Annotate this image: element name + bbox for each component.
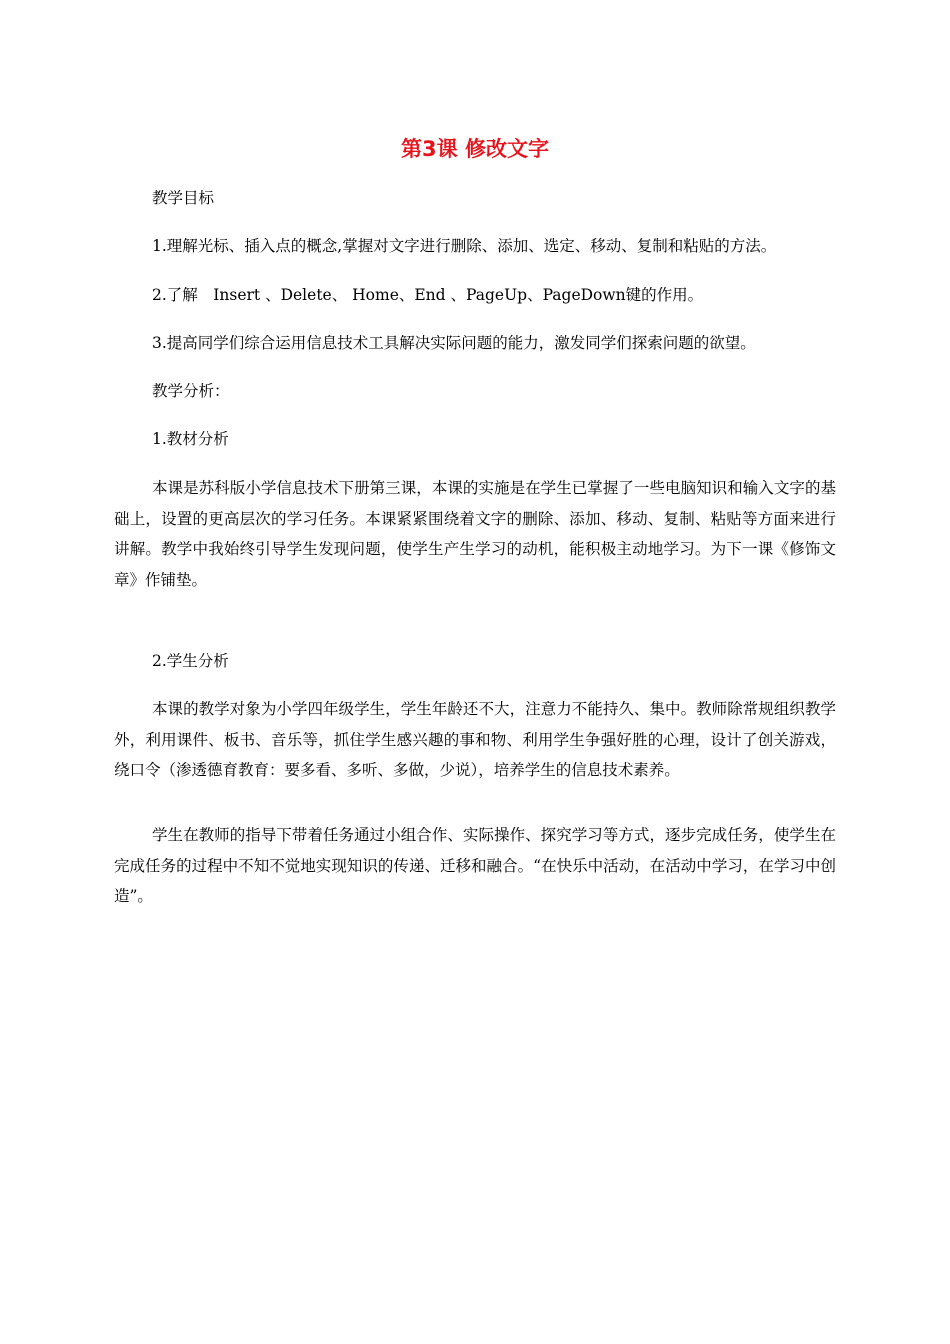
student-paragraph-1: 本课的教学对象为小学四年级学生，学生年龄还不大，注意力不能持久、集中。教师除常规组织教学外，利用课件、板书、音乐等，抓住学生感兴趣的事和物、利用学生争强好胜的心理，设计了创关游戏，绕口令（渗透德育教育：要多看、多听、多做，少说），培养学生的信息技术素养。 [114,700,836,780]
student-heading: 2.学生分析 [152,652,229,670]
page-title: 第3课 修改文字 [401,137,549,161]
material-heading: 1.教材分析 [152,430,229,448]
analysis-heading: 教学分析： [152,382,230,400]
objectives-heading: 教学目标 [152,189,215,207]
student-paragraph-2: 学生在教师的指导下带着任务通过小组合作、实际操作、探究学习等方式，逐步完成任务，使学生在完成任务的过程中不知不觉地实现知识的传递、迁移和融合。“在快乐中活动，在活动中学习，在学习中创造”。 [114,826,836,906]
objective-2: 2.了解 Insert 、Delete、 Home、End 、PageUp、PageDown键的作用。 [152,286,704,304]
objective-1: 1.理解光标、插入点的概念,掌握对文字进行删除、添加、选定、移动、复制和粘贴的方法。 [152,237,777,255]
material-paragraph: 本课是苏科版小学信息技术下册第三课，本课的实施是在学生已掌握了一些电脑知识和输入文字的基础上，设置的更高层次的学习任务。本课紧紧围绕着文字的删除、添加、移动、复制、粘贴等方面来进行讲解。教学中我始终引导学生发现问题，使学生产生学习的动机，能积极主动地学习。为下一课《修饰文章》作铺垫。 [114,479,836,589]
objective-3: 3.提高同学们综合运用信息技术工具解决实际问题的能力，激发同学们探索问题的欲望。 [152,334,756,352]
